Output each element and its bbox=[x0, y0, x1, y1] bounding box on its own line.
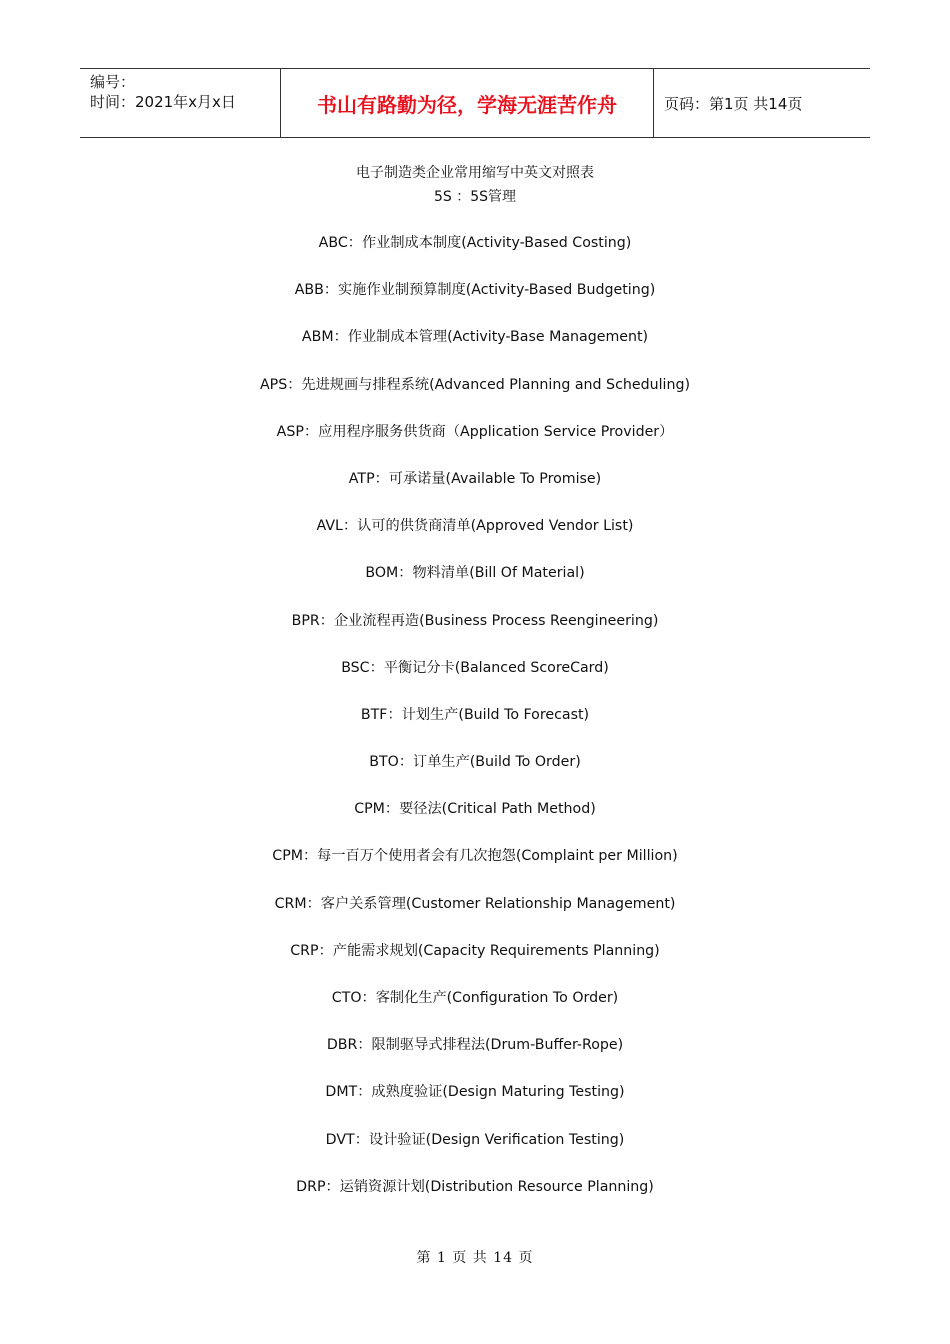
first-entry: 5S ：5S管理 bbox=[433, 189, 517, 205]
abbreviation-entry: APS：先进规画与排程系统(Advanced Planning and Scheduling) bbox=[259, 376, 691, 393]
abbreviation-entry: BSC：平衡记分卡(Balanced ScoreCard) bbox=[341, 659, 609, 676]
abbreviation-entry: DMT：成熟度验证(Design Maturing Testing) bbox=[325, 1084, 625, 1101]
header-motto: 书山有路勤为径，学海无涯苦作舟 bbox=[281, 69, 654, 137]
abbreviation-entry: BTO：订单生产(Build To Order) bbox=[369, 754, 581, 771]
header-page-info: 页码：第1页 共14页 bbox=[664, 94, 803, 113]
abbreviation-entry: BOM：物料清单(Bill Of Material) bbox=[365, 565, 585, 582]
abbreviation-entry: ABM：作业制成本管理(Activity-Base Management) bbox=[301, 329, 649, 346]
time-label: 时间：2021年x月x日 bbox=[90, 93, 236, 111]
abbreviation-entry: CTO：客制化生产(Configuration To Order) bbox=[331, 990, 619, 1006]
document-title: 电子制造类企业常用缩写中英文对照表 bbox=[356, 165, 594, 181]
abbreviation-entry: ATP：可承诺量(Available To Promise) bbox=[348, 470, 602, 487]
abbreviation-entry: BPR：企业流程再造(Business Process Reengineering) bbox=[291, 612, 659, 629]
abbreviation-entry: AVL：认可的供货商清单(Approved Vendor List) bbox=[316, 518, 634, 535]
abbreviation-entry: DBR：限制驱导式排程法(Drum-Buffer-Rope) bbox=[326, 1037, 624, 1054]
abbreviation-entry: CPM：要径法(Critical Path Method) bbox=[354, 801, 596, 818]
abbreviation-entry: CPM：每一百万个使用者会有几次抱怨(Complaint per Million) bbox=[272, 848, 678, 865]
abbreviation-entry: ABC：作业制成本制度(Activity-Based Costing) bbox=[318, 235, 632, 251]
abbreviation-entry: DVT：设计验证(Design Verification Testing) bbox=[325, 1131, 625, 1148]
abbreviation-entry: ASP：应用程序服务供货商（Application Service Provider） bbox=[276, 423, 674, 440]
abbreviation-entry: ABB：实施作业制预算制度(Activity-Based Budgeting) bbox=[294, 282, 656, 299]
abbreviation-entry: CRM：客户关系管理(Customer Relationship Management) bbox=[274, 895, 676, 912]
abbreviation-entry: BTF：计划生产(Build To Forecast) bbox=[360, 706, 590, 723]
code-label: 编号： bbox=[90, 73, 136, 91]
abbreviation-entry: CRP：产能需求规划(Capacity Requirements Planning) bbox=[290, 942, 660, 959]
abbreviation-list bbox=[0, 233, 950, 1224]
header-left-cell bbox=[80, 69, 281, 137]
page-footer: 第 1 页 共 14 页 bbox=[416, 1250, 534, 1266]
page-header bbox=[80, 68, 870, 138]
abbreviation-entry: DRP：运销资源计划(Distribution Resource Planning) bbox=[296, 1178, 654, 1195]
